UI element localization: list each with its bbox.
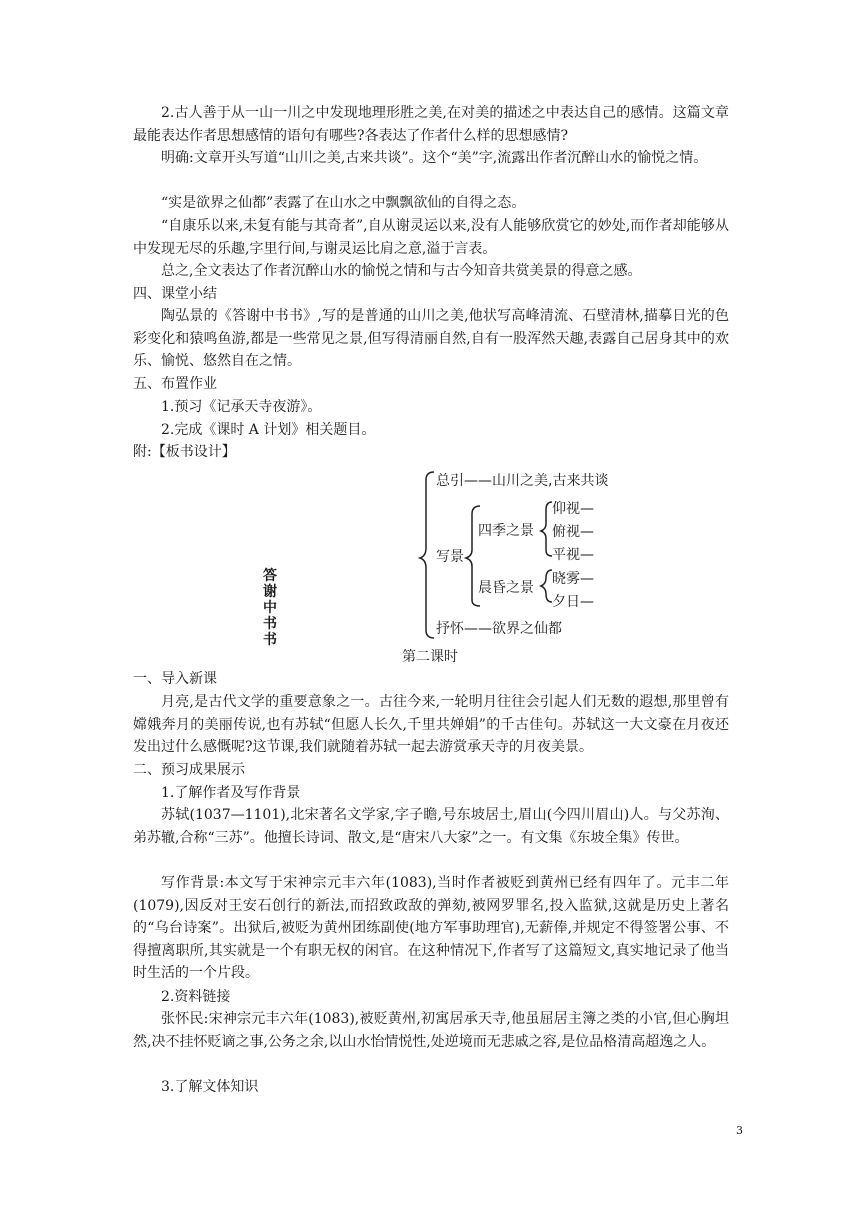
quote-paragraph-1: “实是欲界之仙都”表露了在山水之中飘飘欲仙的自得之态。 [161,195,526,211]
appendix-label: 附:【板书设计】 [133,444,236,460]
board-title: 答 谢 中 书 书 [263,568,277,648]
board-design-diagram [262,466,622,648]
homework-2: 2.完成《课时 A 计划》相关题目。 [161,422,376,438]
subsection-2-1: 1.了解作者及写作背景 [161,785,301,801]
lesson-2-heading: 第二课时 [402,649,458,665]
board-xiejing: 写景 [436,549,464,565]
board-fushi: 俯视— [552,524,594,540]
homework-1: 1.预习《记承天寺夜游》。 [161,399,322,415]
section-1-title: 一、导入新课 [133,671,217,687]
answer-paragraph: 明确:文章开头写道“山川之美,古来共谈”。这个“美”字,流露出作者沉醉山水的愉悦之情。 [161,150,708,166]
summary-paragraph: 总之,全文表达了作者沉醉山水的愉悦之情和与古今知音共赏美景的得意之感。 [161,263,642,279]
board-xiaowu: 晓雾— [552,571,594,587]
board-xiri: 夕日— [552,594,594,610]
section-2-title: 二、预习成果展示 [133,762,245,778]
page-number: 3 [736,1124,743,1137]
board-siji: 四季之景 [478,523,534,539]
author-paragraph: 苏轼(1037—1101),北宋著名文学家,字子瞻,号东坡居士,眉山(今四川眉山)人。与父苏洵、弟苏辙,合称“三苏”。他擅长诗词、散文,是“唐宋八大家”之一。有文集《东坡全集》传世。 [133,807,729,846]
board-chenhun: 晨昏之景 [478,580,534,596]
zhang-paragraph: 张怀民:宋神宗元丰六年(1083),被贬黄州,初寓居承天寺,他虽屈居主簿之类的小官,但心胸坦然,决不挂怀贬谪之事,公务之余,以山水怡情悦性,处逆境而无悲戚之容,是位品格清高超逸之人。 [133,1011,729,1050]
quote-paragraph-2: “自康乐以来,未复有能与其奇者”,自从谢灵运以来,没有人能够欣赏它的妙处,而作者却能够从中发现无尽的乐趣,字里行间,与谢灵运比肩之意,溢于言表。 [133,218,729,257]
section-4-title: 四、课堂小结 [133,286,217,302]
section-1-text: 月亮,是古代文学的重要意象之一。古往今来,一轮明月往往会引起人们无数的遐想,那里曾有嫦娥奔月的美丽传说,也有苏轼“但愿人长久,千里共婵娟”的千古佳句。苏轼这一大文豪在月夜还发出过什么感慨呢?这节课,我们就随着苏轼一起去游赏承天寺的月夜美景。 [133,694,729,756]
subsection-2-3: 3.了解文体知识 [161,1079,259,1095]
question-2: 2.古人善于从一山一川之中发现地理形胜之美,在对美的描述之中表达自己的感情。这篇文章最能表达作者思想感情的语句有哪些?各表达了作者什么样的思想感情? [133,105,729,144]
board-zongyin: 总引——山川之美,古来共谈 [436,473,609,489]
board-pingshi: 平视— [552,547,594,563]
board-yangshi: 仰视— [552,501,594,517]
board-shuhuai: 抒怀——欲界之仙都 [436,621,562,637]
section-4-text: 陶弘景的《答谢中书书》,写的是普通的山川之美,他状写高峰清流、石壁清林,描摹日光的色彩变化和猿鸣鱼游,都是一些常见之景,但写得清丽自然,自有一股浑然天趣,表露自己居身其中的欢乐、愉悦、悠然自在之情。 [133,308,729,370]
subsection-2-2: 2.资料链接 [161,989,231,1005]
background-paragraph: 写作背景:本文写于宋神宗元丰六年(1083),当时作者被贬到黄州已经有四年了。元丰二年(1079),因反对王安石创行的新法,而招致政敌的弹劾,被网罗罪名,投入监狱,这就是历史上著名的“乌台诗案”。出狱后,被贬为黄州团练副使(地方军事助理官),无薪俸,并规定不得签署公事、不得擅离职所,其实就是一个有职无权的闲官。在这种情况下,作者写了这篇短文,真实地记录了他当时生活的一个片段。 [133,875,729,982]
section-5-title: 五、布置作业 [133,376,217,392]
